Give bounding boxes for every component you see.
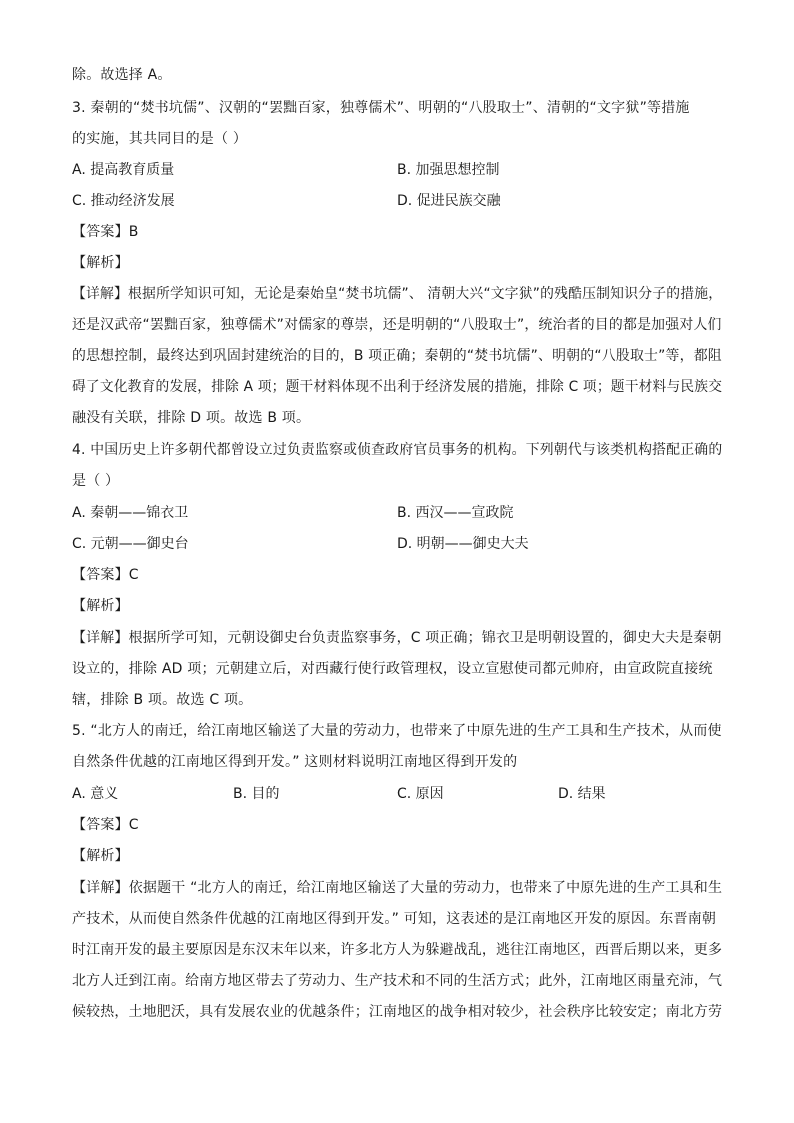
q4-option-b: B. 西汉——宣政院	[397, 505, 514, 521]
q3-detail-line-3: 的思想控制，最终达到巩固封建统治的目的，B 项正确；秦朝的“焚书坑儒”、明朝的“八股取士”等，都阻	[72, 348, 722, 364]
q4-detail-line-3: 辖，排除 B 项。故选 C 项。	[72, 692, 253, 708]
q5-detail-line-3: 时江南开发的最主要原因是东汉末年以来，许多北方人为躲避战乱，逃往江南地区，西晋后期以来，更多	[72, 942, 723, 958]
q3-stem-line-1: 3. 秦朝的“焚书坑儒”、汉朝的“罢黜百家，独尊儒术”、明朝的“八股取士”、清朝的“文字狱”等措施	[72, 100, 690, 116]
q5-detail-line-1: 【详解】依据题干 “北方人的南迁，给江南地区输送了大量的劳动力，也带来了中原先进的生产工具和生	[72, 880, 723, 896]
q4-answer: 【答案】C	[72, 567, 139, 583]
q4-analysis-label: 【解析】	[72, 598, 129, 614]
q3-option-b: B. 加强思想控制	[397, 162, 500, 178]
q4-option-d: D. 明朝——御史大夫	[397, 536, 529, 552]
q3-answer: 【答案】B	[72, 224, 139, 240]
q3-detail-line-4: 碍了文化教育的发展，排除 A 项；题干材料体现不出利于经济发展的措施，排除 C 项；题干材料与民族交	[72, 379, 723, 395]
q3-option-c: C. 推动经济发展	[72, 193, 175, 209]
q5-option-d: D. 结果	[558, 786, 606, 802]
q4-detail-line-1: 【详解】根据所学可知，元朝设御史台负责监察事务，C 项正确；锦衣卫是明朝设置的，御史大夫是秦朝	[72, 630, 722, 646]
q4-stem-line-1: 4. 中国历史上许多朝代都曾设立过负责监察或侦查政府官员事务的机构。下列朝代与该类机构搭配正确的	[72, 442, 723, 458]
q5-detail-line-4: 北方人迁到江南。给南方地区带去了劳动力、生产技术和不同的生活方式；此外，江南地区雨量充沛，气	[72, 973, 723, 989]
intro-line: 除。故选择 A。	[72, 67, 172, 83]
q5-option-a: A. 意义	[72, 786, 119, 802]
q5-option-b: B. 目的	[233, 786, 280, 802]
q5-detail-line-5: 候较热，土地肥沃，具有发展农业的优越条件；江南地区的战争相对较少，社会秩序比较安定；南北方劳	[72, 1004, 723, 1020]
q3-analysis-label: 【解析】	[72, 255, 129, 271]
q3-detail-line-1: 【详解】根据所学知识可知，无论是秦始皇“焚书坑儒”、 清朝大兴“文字狱”的残酷压制知识分子的措施，	[72, 286, 723, 302]
q3-option-a: A. 提高教育质量	[72, 162, 175, 178]
q4-option-a: A. 秦朝——锦衣卫	[72, 505, 189, 521]
q5-analysis-label: 【解析】	[72, 848, 129, 864]
q5-answer: 【答案】C	[72, 817, 139, 833]
q3-detail-line-5: 融没有关联，排除 D 项。故选 B 项。	[72, 410, 311, 426]
q5-stem-line-1: 5. “北方人的南迁，给江南地区输送了大量的劳动力，也带来了中原先进的生产工具和生产技术，从而使	[72, 723, 722, 739]
q5-stem-line-2: 自然条件优越的江南地区得到开发。” 这则材料说明江南地区得到开发的	[72, 754, 518, 770]
q4-stem-line-2: 是（ ）	[72, 473, 120, 489]
q3-detail-line-2: 还是汉武帝“罢黜百家，独尊儒术”对儒家的尊崇，还是明朝的“八股取士”，统治者的目的都是加强对人们	[72, 317, 722, 333]
q4-detail-line-2: 设立的，排除 AD 项；元朝建立后，对西藏行使行政管理权，设立宣慰使司都元帅府，由宣政院直接统	[72, 661, 713, 677]
q4-option-c: C. 元朝——御史台	[72, 536, 189, 552]
q5-option-c: C. 原因	[397, 786, 444, 802]
q3-stem-line-2: 的实施，其共同目的是（ ）	[72, 131, 248, 147]
q5-detail-line-2: 产技术，从而使自然条件优越的江南地区得到开发。” 可知，这表述的是江南地区开发的原因。东晋南朝	[72, 911, 717, 927]
q3-option-d: D. 促进民族交融	[397, 193, 501, 209]
